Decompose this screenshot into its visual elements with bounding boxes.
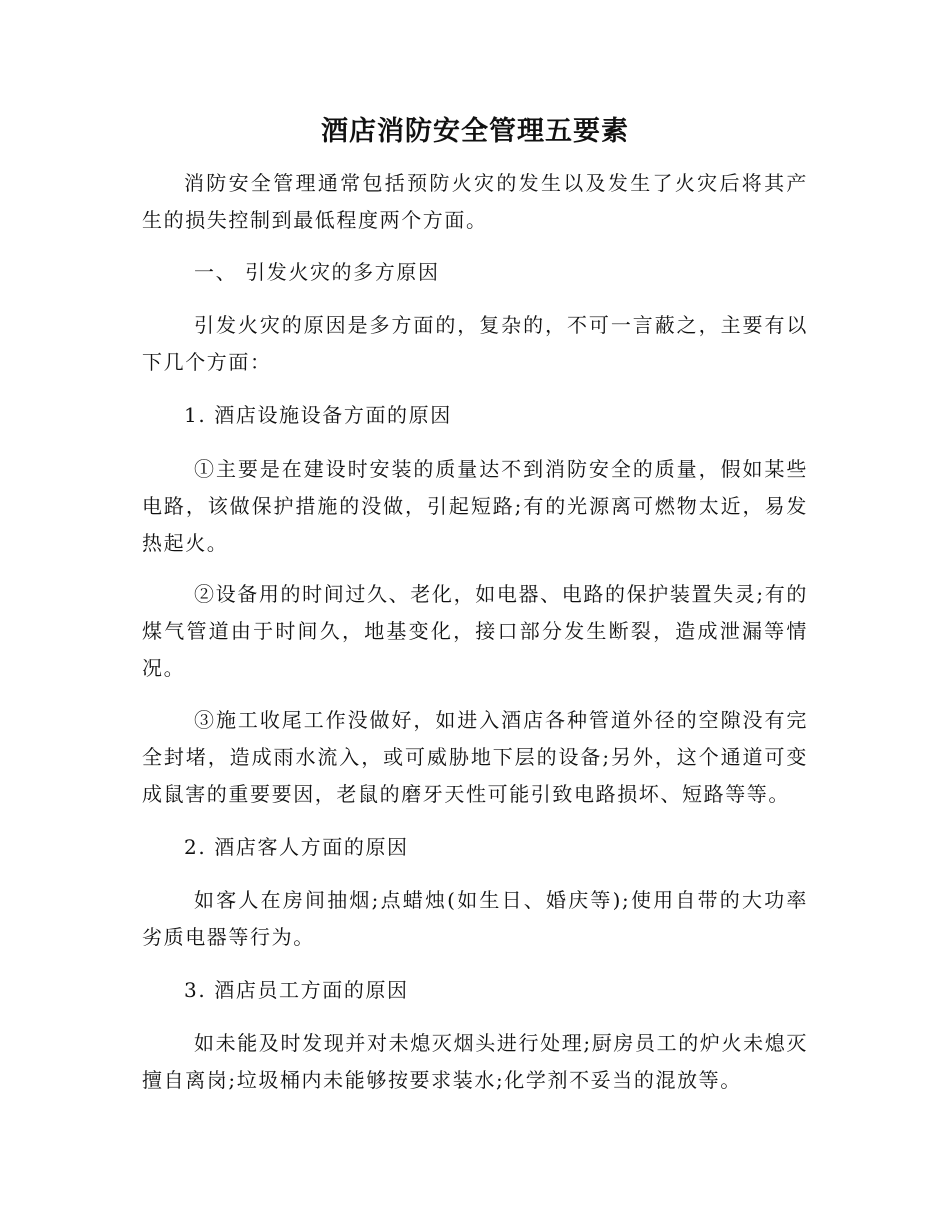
subsection-2-heading: 2. 酒店客人方面的原因 [184,835,409,859]
subsection-1-item-2: ②设备用的时间过久、老化，如电器、电路的保护装置失灵;有的煤气管道由于时间久，地基变化，接口部分发生断裂，造成泄漏等情况。 [142,582,808,680]
subsection-3-heading: 3. 酒店员工方面的原因 [184,978,409,1002]
section-1-intro: 引发火灾的原因是多方面的，复杂的，不可一言蔽之，主要有以下几个方面： [142,313,808,374]
section-1-heading: 一、 引发火灾的多方原因 [194,260,440,284]
document-title: 酒店消防安全管理五要素 [321,116,629,147]
subsection-1-item-3: ③施工收尾工作没做好，如进入酒店各种管道外径的空隙没有完全封堵，造成雨水流入，或可威胁地下层的设备;另外，这个通道可变成鼠害的重要要因，老鼠的磨牙天性可能引致电路损坏、短路等等。 [142,708,808,806]
subsection-2-text: 如客人在房间抽烟;点蜡烛(如生日、婚庆等);使用自带的大功率劣质电器等行为。 [142,888,808,949]
subsection-1-item-1: ①主要是在建设时安装的质量达不到消防安全的质量，假如某些电路，该做保护措施的没做，引起短路;有的光源离可燃物太近，易发热起火。 [142,457,808,555]
intro-paragraph: 消防安全管理通常包括预防火灾的发生以及发生了火灾后将其产生的损失控制到最低程度两个方面。 [142,171,808,232]
subsection-1-heading: 1. 酒店设施设备方面的原因 [184,403,452,427]
subsection-3-text: 如未能及时发现并对未熄灭烟头进行处理;厨房员工的炉火未熄灭擅自离岗;垃圾桶内未能够按要求装水;化学剂不妥当的混放等。 [142,1031,808,1092]
